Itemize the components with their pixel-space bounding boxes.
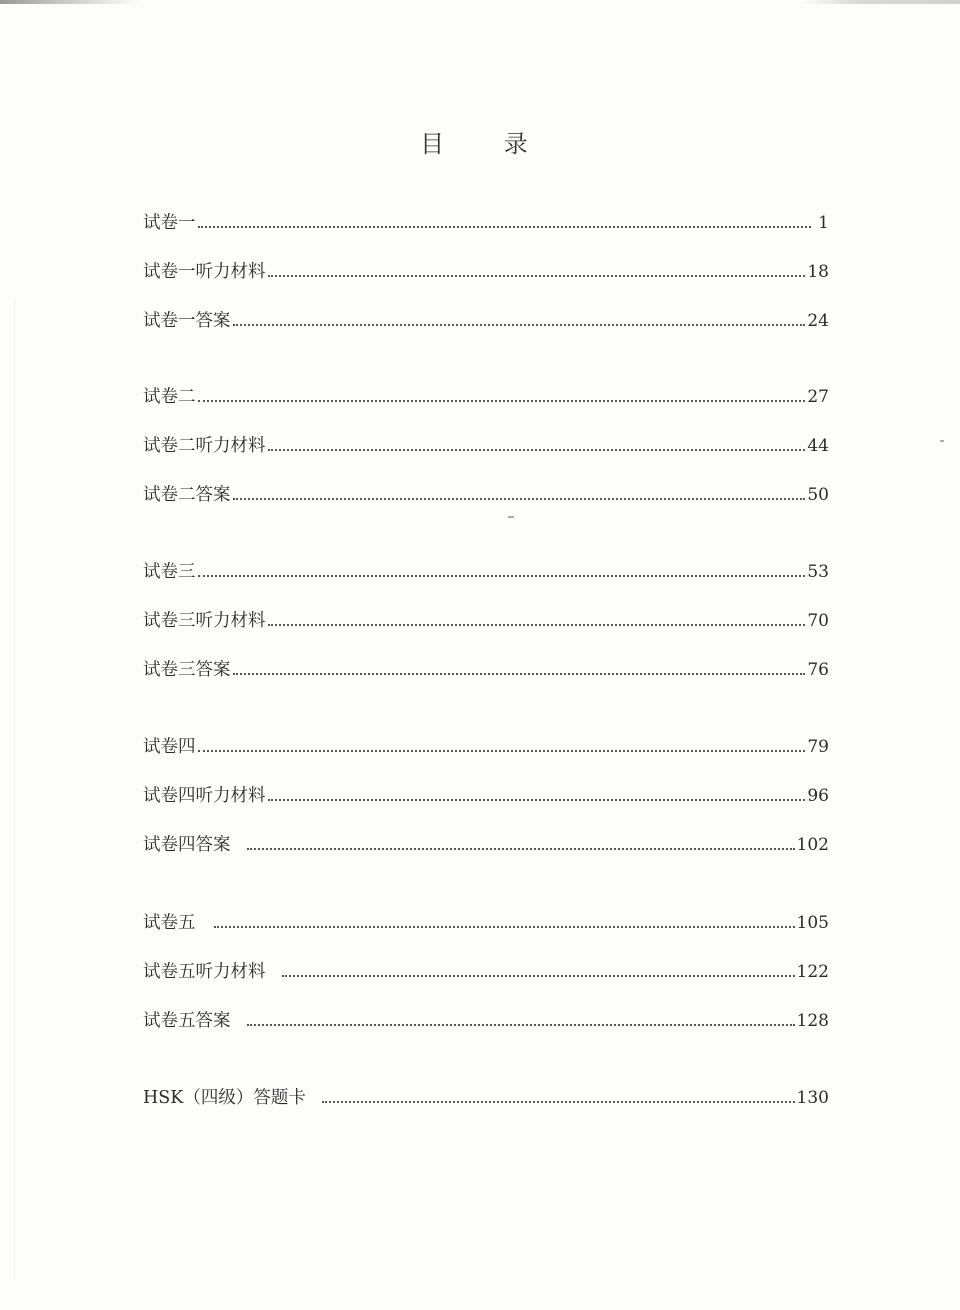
toc-entry-label: 试卷五 <box>143 913 196 933</box>
dot-leader <box>268 275 806 277</box>
toc-entry-label: 试卷五听力材料 <box>143 962 266 982</box>
toc-entry-label: HSK（四级）答题卡 <box>143 1088 306 1108</box>
dot-leader <box>214 926 795 928</box>
toc-entry[interactable] <box>143 480 829 506</box>
toc-entry-label: 试卷五答案 <box>143 1011 231 1031</box>
scan-speck <box>508 516 514 518</box>
toc-entry-page: 50 <box>807 485 829 505</box>
toc-entry[interactable] <box>143 557 829 583</box>
dot-leader <box>233 324 806 326</box>
toc-entry-page: 24 <box>807 311 829 331</box>
toc-entry-page: 1 <box>818 213 829 233</box>
toc-entry-page: 27 <box>807 387 829 407</box>
toc-entry-label: 试卷二答案 <box>143 485 231 505</box>
toc-entry-page: 96 <box>807 786 829 806</box>
toc-entry[interactable] <box>143 781 829 807</box>
dot-leader <box>198 750 806 752</box>
toc-entry-page: 76 <box>807 660 829 680</box>
dot-leader <box>268 624 806 626</box>
toc-entry-page: 128 <box>796 1011 829 1031</box>
toc-entry-label: 试卷一听力材料 <box>143 262 266 282</box>
toc-entry-page: 53 <box>807 562 829 582</box>
toc-entry[interactable] <box>143 908 829 934</box>
toc-entry[interactable] <box>143 431 829 457</box>
dot-leader <box>268 799 806 801</box>
page-title: 目 录 <box>420 130 554 158</box>
toc-entry-label: 试卷二听力材料 <box>143 436 266 456</box>
toc-entry[interactable] <box>143 732 829 758</box>
dot-leader <box>198 226 812 228</box>
toc-entry-page: 18 <box>807 262 829 282</box>
scan-edge-left <box>14 300 16 1280</box>
toc-entry[interactable] <box>143 1083 829 1109</box>
toc-entry-label: 试卷一答案 <box>143 311 231 331</box>
dot-leader <box>268 449 806 451</box>
toc-entry-label: 试卷四 <box>143 737 196 757</box>
toc-entry-page: 102 <box>796 835 829 855</box>
dot-leader <box>198 575 806 577</box>
scan-speck <box>940 440 944 442</box>
dot-leader <box>247 1024 795 1026</box>
dot-leader <box>282 975 795 977</box>
dot-leader <box>247 848 795 850</box>
toc-entry-page: 130 <box>796 1088 829 1108</box>
toc-entry-label: 试卷三听力材料 <box>143 611 266 631</box>
toc-entry-page: 79 <box>807 737 829 757</box>
toc-entry[interactable] <box>143 830 829 856</box>
toc-entry-label: 试卷四听力材料 <box>143 786 266 806</box>
toc-entry-label: 试卷三答案 <box>143 660 231 680</box>
toc-entry[interactable] <box>143 1006 829 1032</box>
toc-entry-page: 122 <box>796 962 829 982</box>
toc-entry[interactable] <box>143 606 829 632</box>
toc-entry-label: 试卷二 <box>143 387 196 407</box>
toc-entry-page: 70 <box>807 611 829 631</box>
dot-leader <box>233 498 806 500</box>
scan-edge-top <box>0 0 960 4</box>
toc-entry-label: 试卷三 <box>143 562 196 582</box>
toc-entry[interactable] <box>143 306 829 332</box>
toc-entry-page: 44 <box>807 436 829 456</box>
toc-entry-page: 105 <box>796 913 829 933</box>
dot-leader <box>322 1101 795 1103</box>
toc-entry[interactable] <box>143 382 829 408</box>
toc-entry-label: 试卷四答案 <box>143 835 231 855</box>
toc-entry[interactable] <box>143 957 829 983</box>
toc-entry[interactable] <box>143 257 829 283</box>
toc-entry[interactable] <box>143 208 829 234</box>
toc-entry-label: 试卷一 <box>143 213 196 233</box>
dot-leader <box>233 673 806 675</box>
toc-entry[interactable] <box>143 655 829 681</box>
dot-leader <box>198 400 806 402</box>
